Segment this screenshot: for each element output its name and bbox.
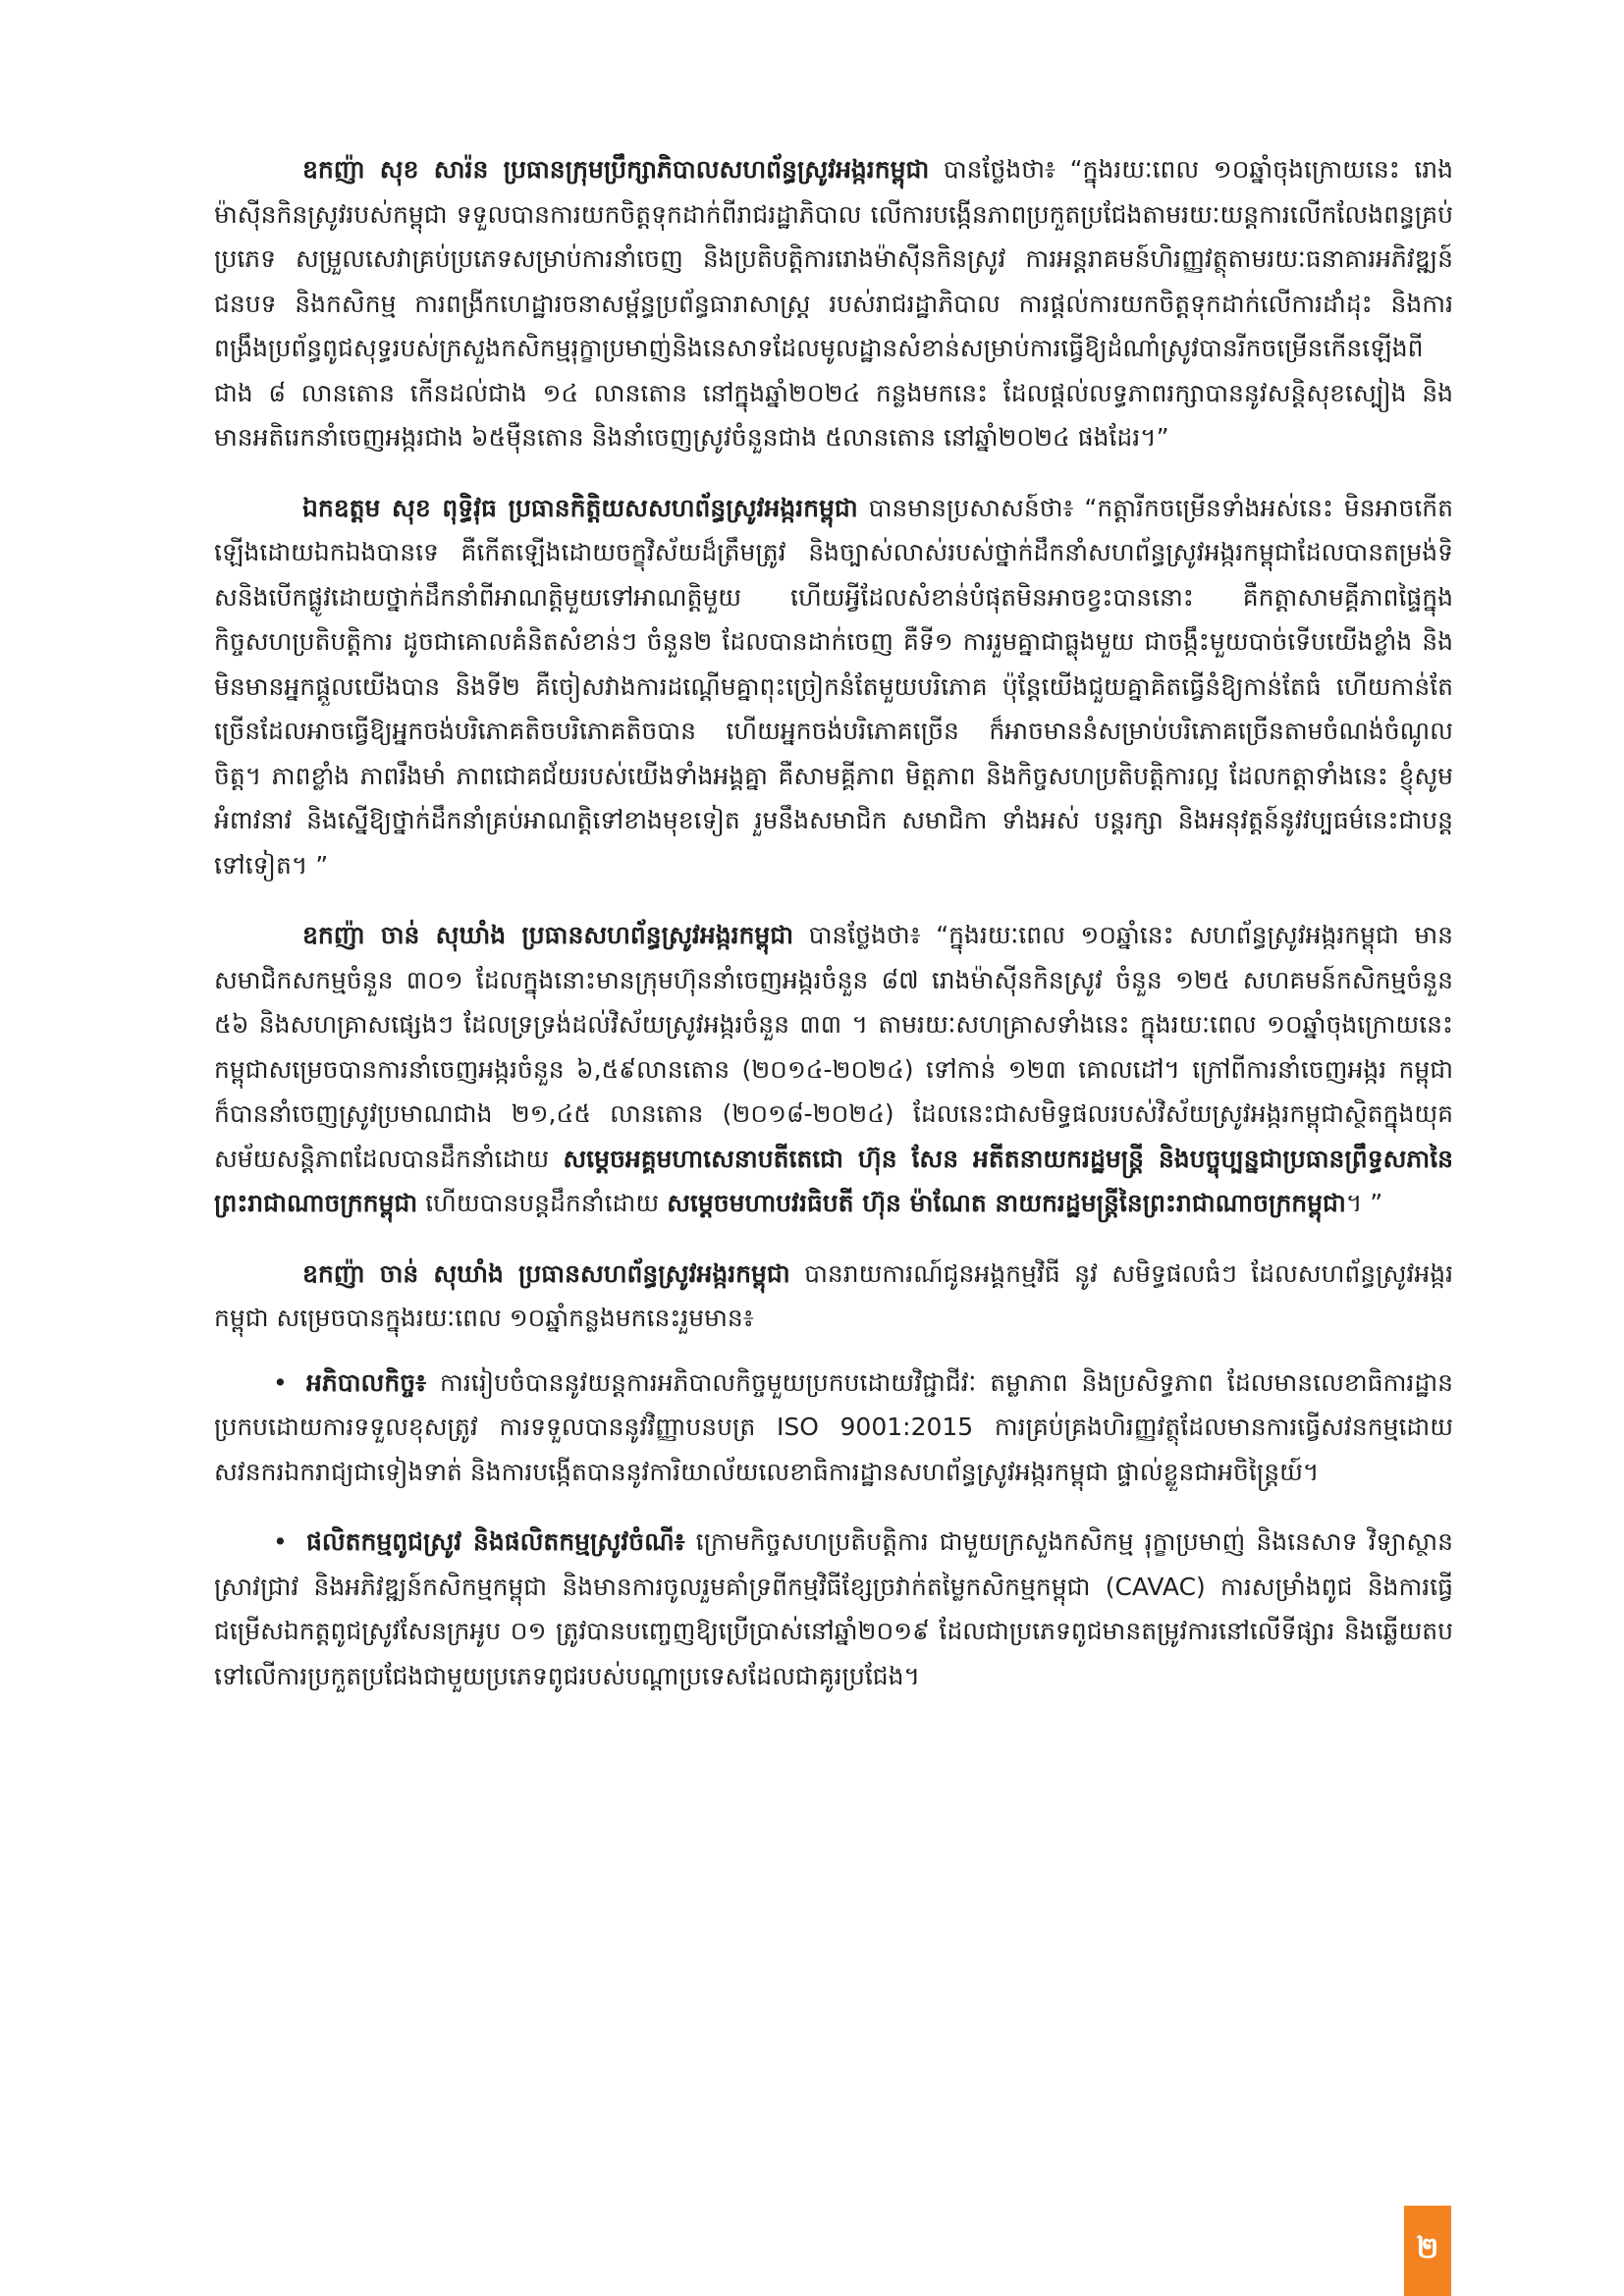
bullet-title: អភិបាលកិច្ច៖ (306, 1367, 427, 1397)
speaker-name: ឧកញ៉ា ចាន់ សុឃាំង ប្រធានសហព័ន្ធស្រូវអង្ករកម្ពុជា (302, 921, 794, 949)
paragraph-text: បានថ្លែងថា៖ “ក្នុងរយៈពេល ១០ឆ្នាំចុងក្រោយនេះ រោងម៉ាស៊ីនកិនស្រូវរបស់កម្ពុជា ទទួលបានការយកចិត្តទុកដាក់ពីរាជរដ្ឋាភិបាល លើការបង្កើនភាពប្រកួតប្រជែងតាមរយៈយន្តការលើកលែងពន្ធគ្រប់ប្រភេទ សម្រួលសេវាគ្រប់ប្រភេទសម្រាប់ការនាំចេញ និងប្រតិបត្តិការរោងម៉ាស៊ីនកិនស្រូវ ការអន្តរាគមន៍ហិរញ្ញវត្ថុតាមរយៈធនាគារអភិវឌ្ឍន៍ជនបទ និងកសិកម្ម ការពង្រីកហេដ្ឋារចនាសម្ព័ន្ធប្រព័ន្ធធារាសាស្ត្រ របស់រាជរដ្ឋាភិបាល ការផ្តល់ការយកចិត្តទុកដាក់លើការដាំដុះ និងការពង្រឹងប្រព័ន្ធពូជសុទ្ធរបស់ក្រសួងកសិកម្មរុក្ខាប្រមាញ់និងនេសាទដែលមូលដ្ឋានសំខាន់សម្រាប់ការធ្វើឱ្យដំណាំស្រូវបានរីកចម្រើនកើនឡើងពីជាង ៨ លានតោន កើនដល់ជាង ១៤ លានតោន នៅក្នុងឆ្នាំ២០២៤ កន្លងមកនេះ ដែលផ្តល់លទ្ធភាពរក្សាបាននូវសន្តិសុខស្បៀង និងមានអតិរេកនាំចេញអង្ករជាង ៦៥ម៉ឺនតោន និងនាំចេញស្រូវចំនួនជាង ៥លានតោន នៅឆ្នាំ២០២៤ ផងដែរ។” (214, 155, 1453, 452)
bullet-icon: • (273, 1527, 288, 1556)
paragraph-text: ។ ” (1345, 1189, 1383, 1217)
page-number (1404, 2206, 1451, 2296)
paragraph-sok-puthyvuth (214, 486, 1453, 888)
paragraph-text: បានរាយការណ៍ជូនអង្គកម្មវិធី នូវ សមិទ្ធផលធំៗ ដែលសហព័ន្ធស្រូវអង្ករកម្ពុជា សម្រេចបានក្នុងរយៈពេល ១០ឆ្នាំកន្លងមកនេះរួមមាន៖ (214, 1258, 1454, 1332)
honorific-name: សម្តេចអគ្គមហាសេនាបតីតេជោ ហ៊ុន សែន អតីតនាយករដ្ឋមន្ត្រី និងបច្ចុប្បន្នជាប្រធានព្រឹទ្ធសភានៃព្រះរាជាណាចក្រកម្ពុជា (214, 1144, 1453, 1217)
page-number-text: ២ (1416, 2231, 1439, 2266)
document-body (214, 147, 1453, 1724)
speaker-name: ឯកឧត្តម សុខ ពុទ្ធិវុធ ប្រធានកិត្តិយសសហព័ន្ធស្រូវអង្ករកម្ពុជា (302, 493, 858, 522)
paragraph-text: ហើយបានបន្តដឹកនាំដោយ (417, 1189, 668, 1217)
bullet-governance (214, 1361, 1453, 1495)
speaker-name: ឧកញ៉ា ចាន់ សុឃាំង ប្រធានសហព័ន្ធស្រូវអង្ករកម្ពុជា (302, 1258, 790, 1288)
bullet-text: ការរៀបចំបាននូវយន្តការអភិបាលកិច្ចមួយប្រកបដោយវិជ្ជាជីវៈ តម្លាភាព និងប្រសិទ្ធភាព ដែលមានលេខាធិការដ្ឋានប្រកបដោយការទទួលខុសត្រូវ ការទទួលបាននូវវិញ្ញាបនបត្រ ISO 9001:2015 ការគ្រប់គ្រងហិរញ្ញវត្ថុដែលមានការធ្វើសវនកម្មដោយសវនករឯករាជ្យជាទៀងទាត់ និងការបង្កើតបាននូវការិយាល័យលេខាធិការដ្ឋានសហព័ន្ធស្រូវអង្ករកម្ពុជា ផ្ទាល់ខ្លួនជាអចិន្ត្រៃយ៍។ (214, 1367, 1453, 1486)
paragraph-chan-sokheang-statement (214, 913, 1453, 1226)
paragraph-chan-sokheang-report (214, 1252, 1453, 1341)
honorific-name: សម្តេចមហាបវរធិបតី ហ៊ុន ម៉ាណែត នាយករដ្ឋមន្ត្រីនៃព្រះរាជាណាចក្រកម្ពុជា (667, 1189, 1346, 1217)
speaker-name: ឧកញ៉ា សុខ សារ៉ន ប្រធានក្រុមប្រឹក្សាភិបាលសហព័ន្ធស្រូវអង្ករកម្ពុជា (302, 155, 930, 184)
paragraph-sok-sarun (214, 147, 1453, 460)
paragraph-text: បានថ្លែងថា៖ “ក្នុងរយៈពេល ១០ឆ្នាំនេះ សហព័ន្ធស្រូវអង្ករកម្ពុជា មានសមាជិកសកម្មចំនួន ៣០១ ដែលក្នុងនោះមានក្រុមហ៊ុននាំចេញអង្ករចំនួន ៨៧ រោងម៉ាស៊ីនកិនស្រូវ ចំនួន ១២៥ សហគមន៍កសិកម្មចំនួន ៥៦ និងសហគ្រាសផ្សេងៗ ដែលទ្រទ្រង់ដល់វិស័យស្រូវអង្ករចំនួន ៣៣ ។ តាមរយៈសហគ្រាសទាំងនេះ ក្នុងរយៈពេល ១០ឆ្នាំចុងក្រោយនេះ កម្ពុជាសម្រេចបានការនាំចេញអង្ករចំនួន ៦,៥៩លានតោន (២០១៤-២០២៤) ទៅកាន់ ១២៣ គោលដៅ។ ក្រៅពីការនាំចេញអង្ករ កម្ពុជា ក៏បាននាំចេញស្រូវប្រមាណជាង ២១,៤៥ លានតោន (២០១៨-២០២៤) ដែលនេះជាសមិទ្ធផលរបស់វិស័យស្រូវអង្ករកម្ពុជាស្ថិតក្នុងយុគសម័យសន្តិភាពដែលបានដឹកនាំដោយ (214, 921, 1454, 1173)
bullet-text: ក្រោមកិច្ចសហប្រតិបត្តិការ ជាមួយក្រសួងកសិកម្ម រុក្ខាប្រមាញ់ និងនេសាទ វិទ្យាស្ថានស្រាវជ្រាវ និងអភិវឌ្ឍន៍កសិកម្មកម្ពុជា និងមានការចូលរួមគាំទ្រពីកម្មវិធីខ្សែច្រវាក់តម្លៃកសិកម្មកម្ពុជា (CAVAC) ការសម្រាំងពូជ និងការធ្វើជម្រើសឯកត្តពូជស្រូវសែនក្រអូប ០១ ត្រូវបានបញ្ចេញឱ្យប្រើប្រាស់នៅឆ្នាំ២០១៩ ដែលជាប្រភេទពូជមានតម្រូវការនៅលើទីផ្សារ និងឆ្លើយតបទៅលើការប្រកួតប្រជែងជាមួយប្រភេទពូជរបស់បណ្តាប្រទេសដែលជាគូរប្រជែង។ (214, 1527, 1453, 1690)
bullet-title: ផលិតកម្មពូជស្រូវ និងផលិតកម្មស្រូវចំណី៖ (306, 1527, 685, 1556)
bullet-icon: • (273, 1367, 288, 1397)
paragraph-text: បានមានប្រសាសន៍ថា៖ “កត្តារីកចម្រើនទាំងអស់នេះ មិនអាចកើតឡើងដោយឯកឯងបានទេ គឺកើតឡើងដោយចក្ខុវិស័យដ៏ត្រឹមត្រូវ និងច្បាស់លាស់របស់ថ្នាក់ដឹកនាំសហព័ន្ធស្រូវអង្ករកម្ពុជាដែលបានតម្រង់ទិសនិងបើកផ្លូវដោយថ្នាក់ដឹកនាំពីអាណត្តិមួយទៅអាណត្តិមួយ ហើយអ្វីដែលសំខាន់បំផុតមិនអាចខ្វះបាននោះ គឺកត្តាសាមគ្គីភាពផ្ទៃក្នុង កិច្ចសហប្រតិបត្តិការ ដូចជាគោលគំនិតសំខាន់ៗ ចំនួន២ ដែលបានដាក់ចេញ គឺទី១ ការរួមគ្នាជាធ្លុងមួយ ជាចង្កឹះមួយបាច់ទើបយើងខ្លាំង និងមិនមានអ្នកផ្តួលយើងបាន និងទី២ គឺចៀសវាងការដណ្តើមគ្នាពុះច្រៀកនំតែមួយបរិភោគ ប៉ុន្តែយើងជួយគ្នាគិតធ្វើនំឱ្យកាន់តែធំ ហើយកាន់តែច្រើនដែលអាចធ្វើឱ្យអ្នកចង់បរិភោគតិចបរិភោគតិចបាន ហើយអ្នកចង់បរិភោគច្រើន ក៏អាចមាននំសម្រាប់បរិភោគច្រើនតាមចំណង់ចំណូលចិត្ត។ ភាពខ្លាំង ភាពរឹងមាំ ភាពជោគជ័យរបស់យើងទាំងអង្គគ្នា គឺសាមគ្គីភាព មិត្តភាព និងកិច្ចសហប្រតិបត្តិការល្អ ដែលកត្តាទាំងនេះ ខ្ញុំសូមអំពាវនាវ និងស្នើឱ្យថ្នាក់ដឹកនាំគ្រប់អាណត្តិទៅខាងមុខទៀត រួមនឹងសមាជិក សមាជិកា ទាំងអស់ បន្តរក្សា និងអនុវត្តន៍នូវវប្បធម៌នេះជាបន្តទៅទៀត។ ” (214, 493, 1453, 880)
bullet-seed-production (214, 1520, 1453, 1698)
